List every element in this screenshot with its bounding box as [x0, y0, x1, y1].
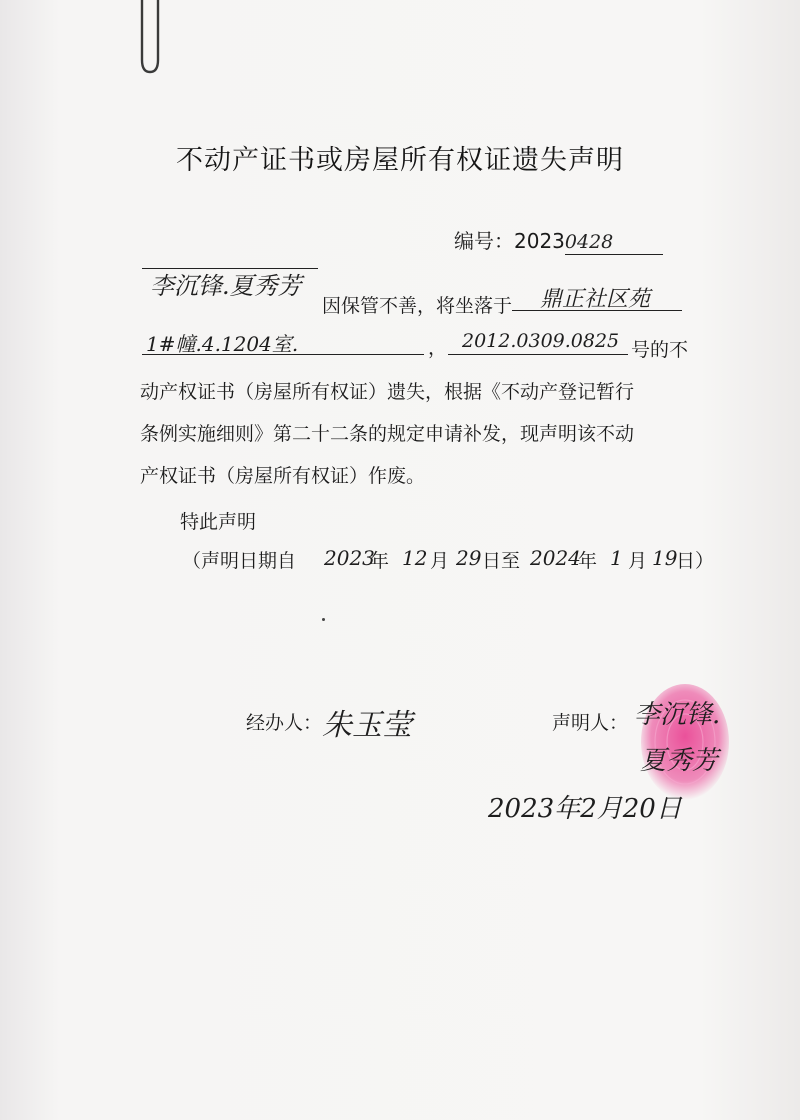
- date-month: 2: [580, 794, 597, 824]
- document-number-label: 编号：2023: [454, 229, 565, 253]
- cert-number-handwritten: 2012.0309.0825: [462, 330, 620, 352]
- start-month-handwritten: 12: [402, 546, 428, 570]
- body-line-3: 动产权证书（房屋所有权证）遗失，根据《不动产登记暂行: [140, 381, 635, 403]
- start-day-handwritten: 29: [456, 546, 482, 570]
- date-day: 20: [622, 794, 656, 824]
- end-day-handwritten: 19: [652, 546, 678, 570]
- date-year-label: 年: [554, 794, 581, 824]
- period-close: 日）: [676, 550, 715, 572]
- location-handwritten-1: 鼎正社区苑: [540, 287, 651, 312]
- declaration-date: [488, 788, 682, 825]
- start-year-handwritten: 2023: [324, 546, 375, 570]
- start-month-label: 月: [430, 550, 450, 572]
- declarant-label: 声明人：: [552, 712, 629, 734]
- location-handwritten-2: 1#幢.4.1204室.: [146, 332, 299, 356]
- end-month-handwritten: 1: [610, 546, 623, 570]
- paper-clip-icon: [128, 0, 172, 80]
- period-open: （声明日期自: [182, 550, 297, 572]
- document-number-handwritten: 0428: [565, 230, 663, 255]
- day-to-label: 日至: [482, 550, 521, 572]
- handler-signature: 朱玉莹: [322, 708, 412, 743]
- date-month-label: 月: [596, 794, 623, 824]
- notice-text: 特此声明: [180, 511, 257, 533]
- text-after-cert-number: 号的不: [631, 339, 689, 361]
- document-number: [454, 225, 663, 255]
- handler-label: 经办人：: [246, 712, 323, 734]
- declarant-signature-line-1: 李沉锋.: [634, 700, 721, 730]
- document-title: 不动产证书或房屋所有权证遗失声明: [176, 145, 624, 176]
- date-year: 2023: [488, 794, 555, 824]
- body-line-4: 条例实施细则》第二十二条的规定申请补发，现声明该不动: [140, 423, 635, 445]
- comma-separator: ，: [428, 337, 448, 359]
- speck: [322, 618, 325, 621]
- owner-names-handwritten: 李沉锋.夏秀芳: [150, 272, 302, 300]
- declarant-signature-line-2: 夏秀芳: [640, 746, 719, 776]
- text-after-names: 因保管不善，将坐落于: [322, 295, 513, 317]
- cert-number-underline: [448, 354, 628, 355]
- body-line-5: 产权证书（房屋所有权证）作废。: [140, 465, 426, 487]
- date-day-label: 日: [655, 794, 682, 824]
- end-month-label: 月: [628, 550, 648, 572]
- start-year-label: 年: [370, 550, 390, 572]
- end-year-label: 年: [578, 550, 598, 572]
- end-year-handwritten: 2024: [530, 546, 581, 570]
